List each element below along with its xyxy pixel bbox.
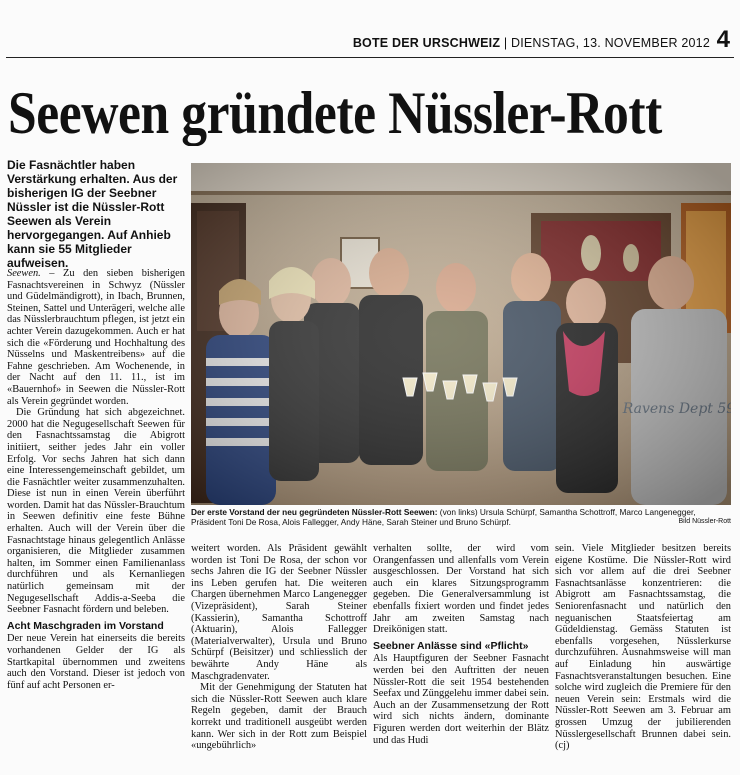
- photo-caption: [191, 507, 731, 528]
- masthead: [353, 36, 710, 50]
- article-column-1: [7, 268, 185, 691]
- caption-text: (von links) Ursula Schürpf, Samantha Schottroff, Marco Langenegger, Präsident Toni De Rosa, Alois Fallegger, Andy Häne, Sarah Steiner und Bruno Schürpf.: [191, 507, 696, 528]
- article-column-2: [191, 543, 367, 752]
- paragraph: Der neue Verein hat einerseits die bereits vorhandenen Gelder der IG als Startkapital übernommen und zweitens auch den Vorstand. Dieser ist jedoch von fünf auf acht Personen er-: [7, 633, 185, 691]
- caption-lead: Der erste Vorstand der neu gegründeten Nüssler-Rott Seewen:: [191, 507, 438, 517]
- article-column-3: [373, 543, 549, 746]
- paragraph: Als Hauptfiguren der Seebner Fasnacht werden bei den Auftritten der neuen Nüssler-Rott die seit 1954 bestehenden Seefax und Zünggelehu immer dabei sein. Auch an der Zusammensetzung der Rott wird sich nichts ändern, dominante Figuren werden dort weiterhin der Blätz und das Hudi: [373, 653, 549, 746]
- masthead-separator: |: [503, 36, 508, 50]
- header-rule: [6, 57, 734, 58]
- newspaper-name: BOTE DER URSCHWEIZ: [352, 36, 501, 50]
- subheading: Seebner Anlässe sind «Pflicht»: [373, 639, 529, 652]
- paragraph: verhalten sollte, der wird vom Orangenfassen und allenfalls vom Verein ausgeschlossen. Der Vorstand hat sich auch ein klares Sitzungsprogramm gegeben. Die Generalversammlung ist ebenfalls fixiert worden und findet jedes Jahr am zweiten Samstag nach Dreikönigen statt.: [373, 543, 549, 636]
- paragraph: Seewen. – Zu den sieben bisherigen Fasnachtsvereinen in Schwyz (Nüssler und Güdelmändigrott), in Ibach, Brunnen, Steinen, Sattel und Unterägeri, welche alle das Nüsslerbrauchtum pflegen, ist jetzt ein achter Verein dazugekommen. Auch er hat sich die «Förderung und Hochhaltung des Nüsselns und Maskentreibens» auf die Fahne geschrieben. Am Wochenende, in der Nacht auf den 11. 11., ist im «Bauernhof» in Seewen die Nüssler-Rott als Verein gegründet worden.: [7, 268, 185, 407]
- issue-date: DIENSTAG, 13. NOVEMBER 2012: [511, 36, 710, 50]
- paragraph: weitert worden. Als Präsident gewählt worden ist Toni De Rosa, der schon vor sechs Jahren die IG der Seebner Nüssler ins Leben gerufen hat. Die weiteren Chargen übernehmen Marco Langenegger (Vizepräsident), Sarah Steiner (Kassierin), Samantha Schottroff (Aktuarin), Alois Fallegger (Materialverwalter), Ursula und Bruno Schürpf (Beisitzer) und schliesslich der bewährte Andy Häne als Maschgradenvater.: [191, 543, 367, 682]
- paragraph: sein. Viele Mitglieder besitzen bereits eigene Kostüme. Die Nüssler-Rott wird sich vor allem auf die drei Seebner Fasnachtsanlässe konzentrieren: die Abigrott am Fasnachtssamstag, die Seniorenfasnacht und natürlich den neguanischen Staatsfeiertag am Güdeldienstag. Gemäss Statuten ist ebenfalls vorgesehen, Nüsslerkurse durchzuführen. Ausnahmsweise will man auf Einladung hin auswärtige Fasnachtsveranstaltungen besuchen. Eine solche wird zugleich die Premiere für den neuen Verein sein: Erstmals wird die Nüssler-Rott Seewen am 3. Februar am grossen Umzug der jubilierenden Nüsslergesellschaft Brunnen dabei sein. (cj): [555, 543, 731, 752]
- paragraph: Mit der Genehmigung der Statuten hat sich die Nüssler-Rott Seewen auch klare Regeln gegeben, damit der Brauch korrekt und traditionell ausgeübt werden kann. Wer sich in der Rott zum Beispiel «ungebührlich»: [191, 682, 367, 752]
- dateline: Seewen.: [7, 268, 41, 279]
- lead-paragraph: Die Fasnächtler haben Verstärkung erhalten. Aus der bisherigen IG der Seebner Nüssler ist die Nüssler-Rott Seewen als Verein hervorgegangen. Auf Anhieb kann sie 55 Mitglieder aufweisen.: [7, 158, 178, 270]
- photo-illustration: [191, 163, 731, 505]
- subheading: Acht Maschgraden im Vorstand: [7, 619, 164, 632]
- article-column-4: [555, 543, 731, 752]
- group-photo: [191, 163, 731, 505]
- page-number: 4: [716, 26, 730, 53]
- headline: Seewen gründete Nüssler-Rott: [8, 80, 662, 146]
- photo-credit: Bild Nüssler-Rott: [678, 518, 731, 526]
- paragraph: Die Gründung hat sich abgezeichnet. 2000 hat die Negugesellschaft Seewen für den Fasnachtssamstag die Abigrott initiiert, seither jedes Jahr ein voller Erfolg. Vor sechs Jahren hat sich dann eine Interessengemeinschaft gebildet, um die Fasnächtler weiter zusammenzuhalten. Diese ist nun in einen Verein überführt worden. Damit hat das Nüssler-Brauchtum in Seewen definitiv eine feste Bühne erhalten. Auch will der Verein über die Fasnachtstage hinaus gelegentlich Anlässe organisieren, die Mitglieder zusammen halten, im Sommer einen Familienanlass durchführen und als Kernanliegen natürlich gemeinsam mit der Negugesellschaft Addis-a-Seeba die Seebner Fasnacht fördern und beleben.: [7, 407, 185, 616]
